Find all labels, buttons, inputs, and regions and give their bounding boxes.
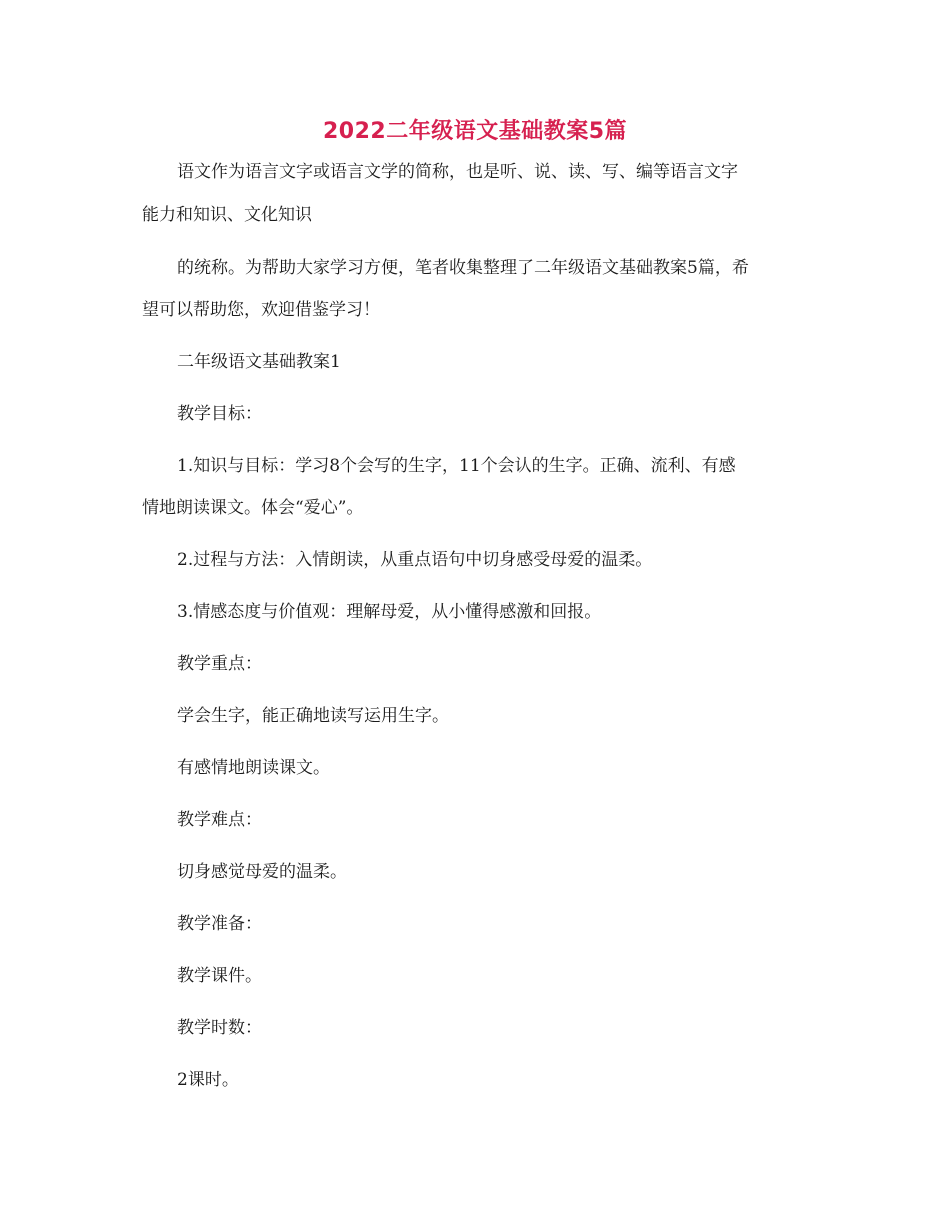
hours-label: 教学时数： <box>177 1018 262 1038</box>
objective-3: 3.情感态度与价值观：理解母爱，从小懂得感激和回报。 <box>177 602 602 622</box>
preparation-label: 教学准备： <box>177 914 262 934</box>
document-title: 2022二年级语文基础教案5篇 <box>322 119 628 144</box>
objective-2: 2.过程与方法：入情朗读，从重点语句中切身感受母爱的温柔。 <box>177 550 653 570</box>
intro-line-1: 语文作为语言文字或语言文学的简称，也是听、说、读、写、编等语言文字 <box>177 162 738 182</box>
intro-line-4: 望可以帮助您，欢迎借鉴学习！ <box>142 300 380 320</box>
section-heading: 二年级语文基础教案1 <box>177 352 341 372</box>
key-points-label: 教学重点： <box>177 654 262 674</box>
difficulty-label: 教学难点： <box>177 810 262 830</box>
key-point-1: 学会生字，能正确地读写运用生字。 <box>177 706 449 726</box>
intro-line-3: 的统称。为帮助大家学习方便，笔者收集整理了二年级语文基础教案5篇，希 <box>177 258 749 278</box>
key-point-2: 有感情地朗读课文。 <box>177 758 330 778</box>
objectives-label: 教学目标： <box>177 404 262 424</box>
hours-text: 2课时。 <box>177 1070 239 1090</box>
objective-1-line-1: 1.知识与目标：学习8个会写的生字，11个会认的生字。正确、流利、有感 <box>177 456 736 476</box>
preparation-text: 教学课件。 <box>177 966 262 986</box>
intro-line-2: 能力和知识、文化知识 <box>142 205 312 225</box>
difficulty-text: 切身感觉母爱的温柔。 <box>177 862 347 882</box>
objective-1-line-2: 情地朗读课文。体会“爱心”。 <box>142 498 364 518</box>
